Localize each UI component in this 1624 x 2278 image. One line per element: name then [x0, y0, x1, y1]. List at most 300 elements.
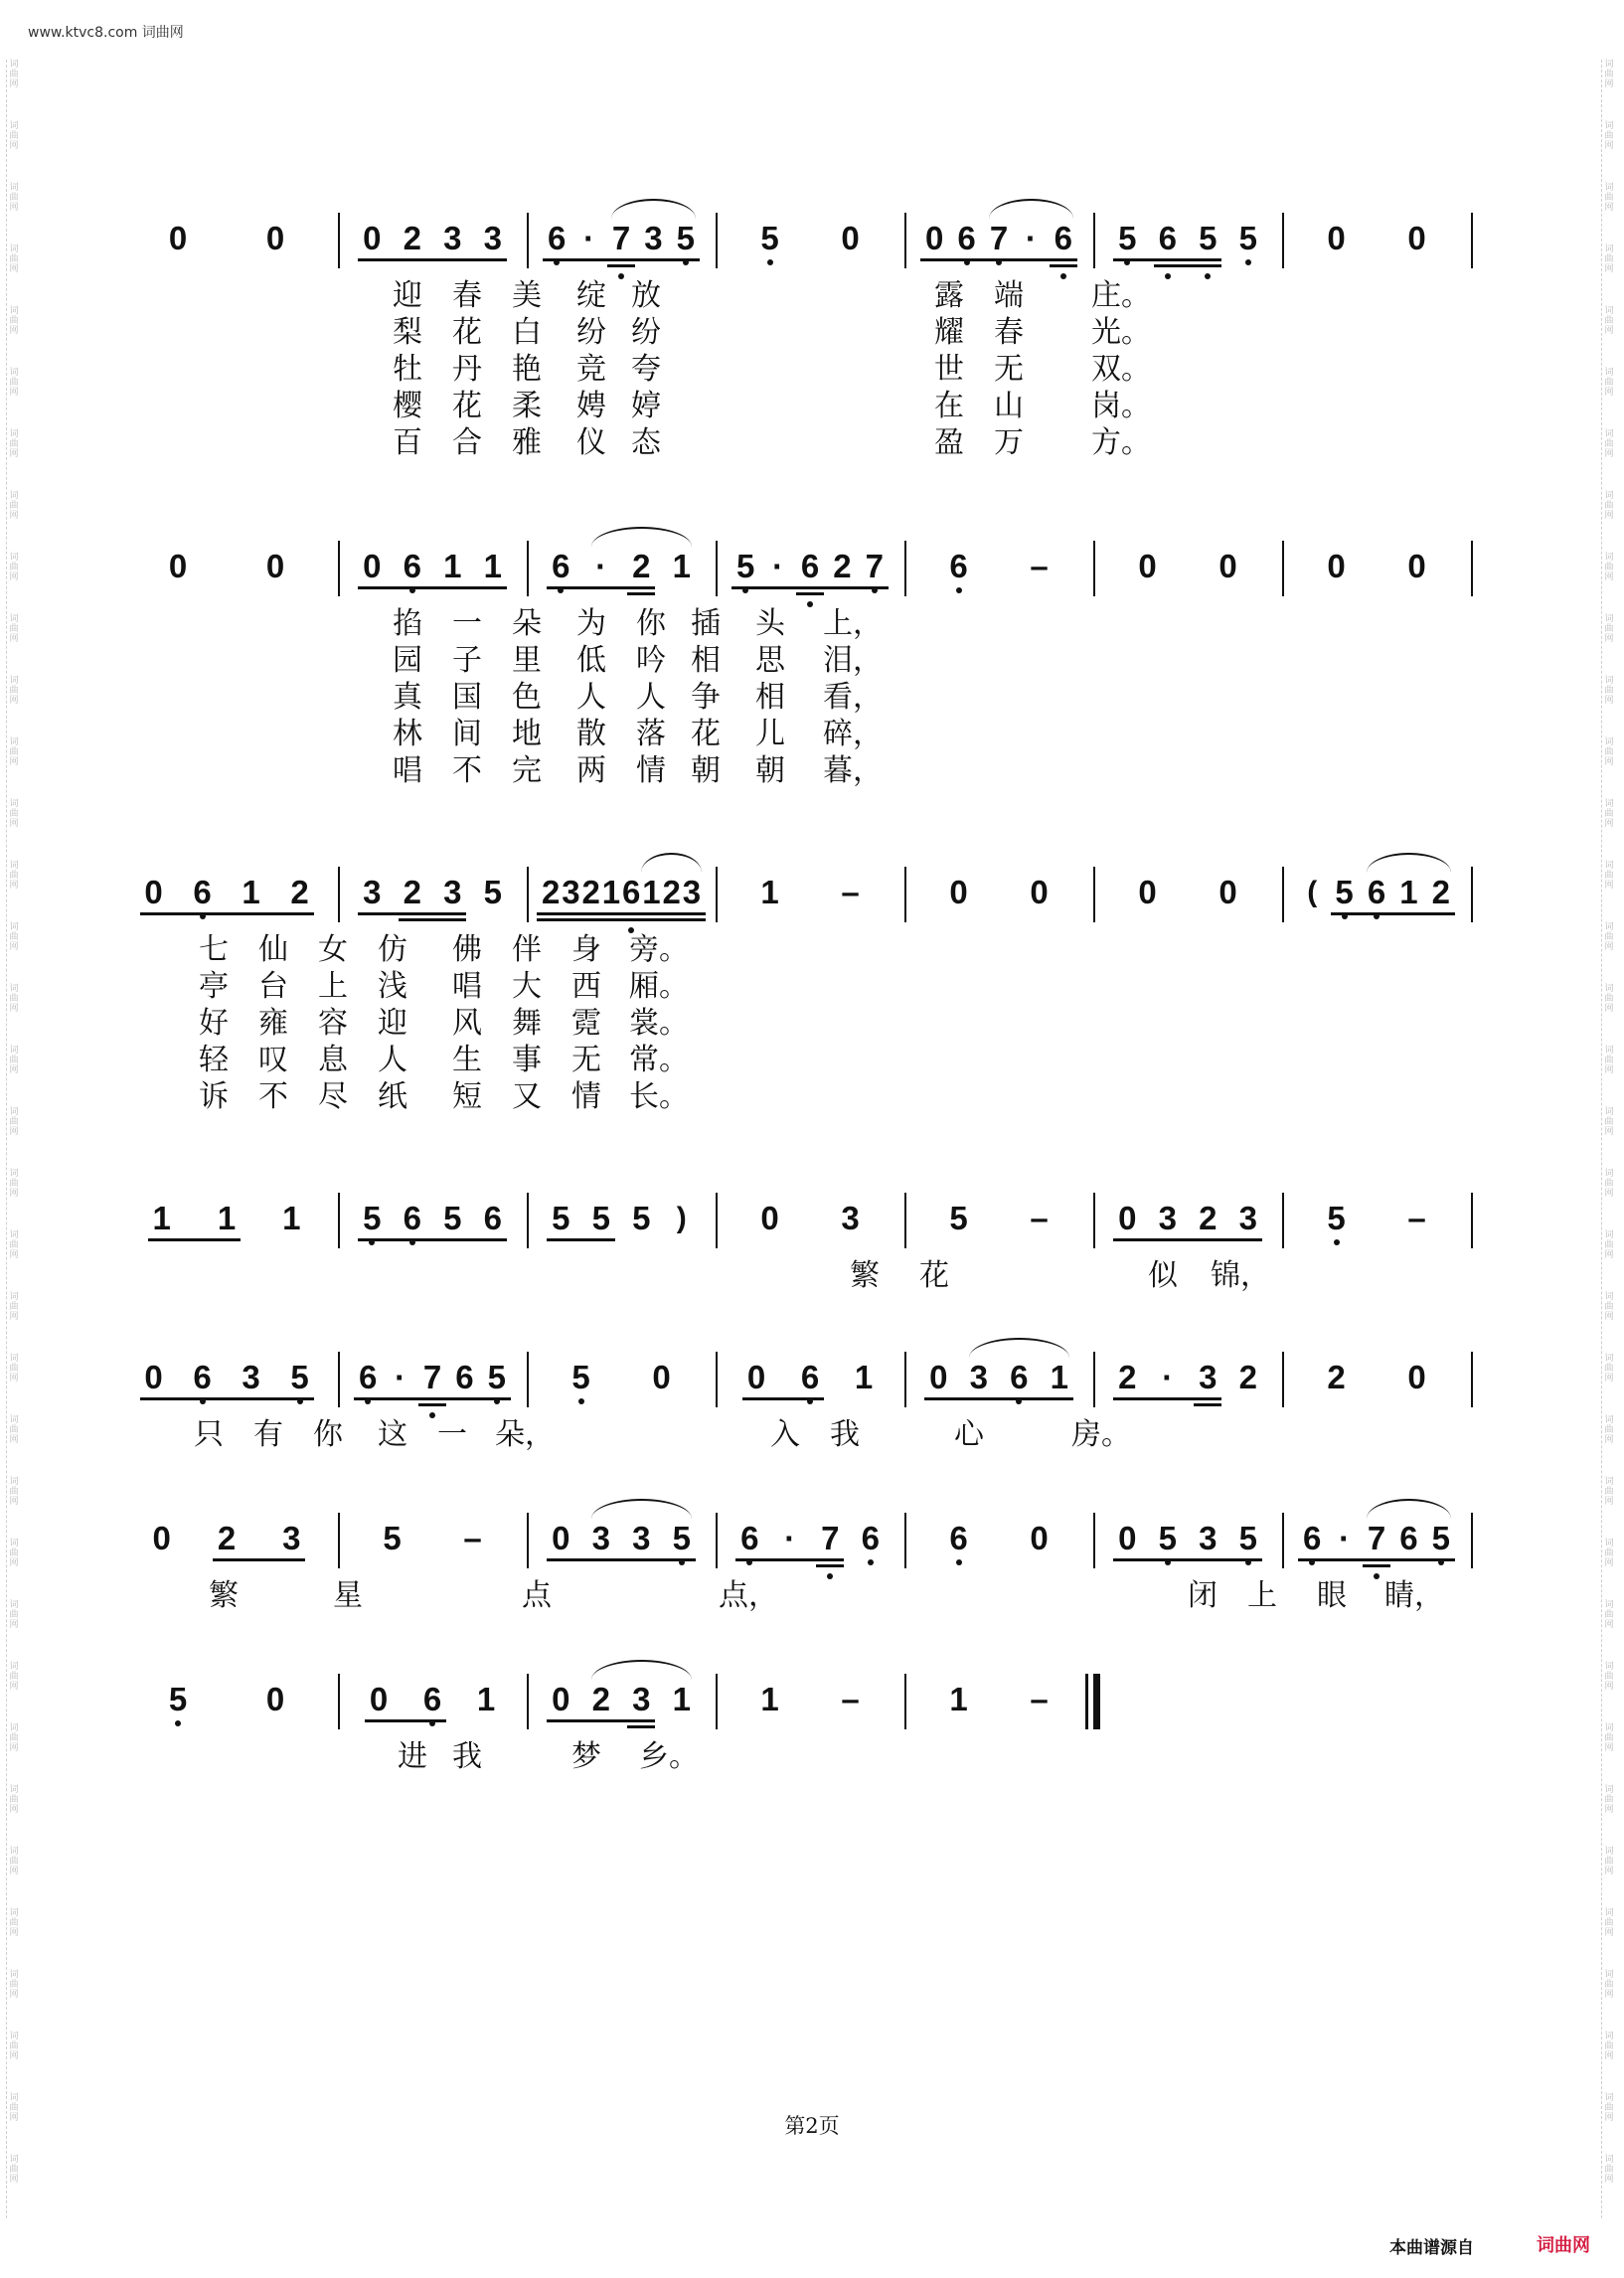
note: 6 [737, 1521, 761, 1556]
side-watermark: 词曲网 [1604, 553, 1614, 582]
lyric-char: 你 [313, 1417, 343, 1452]
side-watermark: 词曲网 [1604, 1600, 1614, 1630]
dash-note: – [1030, 1200, 1049, 1236]
lyric-char: 朵 [512, 606, 542, 641]
lyric-char: 眼 [1317, 1578, 1347, 1613]
lyric-char: 在 [934, 389, 964, 423]
barline [1093, 1513, 1095, 1568]
barline [1471, 1193, 1473, 1248]
lyric-char: 色 [512, 680, 542, 715]
note: 0 [1407, 220, 1426, 256]
lyric-char: 樱 [393, 389, 422, 423]
note: 1 [642, 874, 661, 910]
side-watermark: 词曲网 [9, 1970, 19, 2000]
underline [920, 258, 1077, 261]
note: 5 [166, 1682, 190, 1717]
note: 6 [483, 1200, 502, 1236]
lyric-char: 梨 [393, 315, 422, 350]
barline [1471, 541, 1473, 596]
slur [1367, 1499, 1451, 1519]
lyric-line [149, 1079, 1481, 1116]
measure [149, 527, 150, 606]
lyric-char: 伴 [512, 932, 542, 967]
barline [338, 1674, 340, 1729]
lyric-char: 朝 [691, 753, 721, 788]
lyric-char: 艳 [512, 352, 542, 387]
note: 7 [609, 221, 633, 256]
lyric-char: 佛 [452, 932, 482, 967]
side-watermark: 词曲网 [9, 1908, 19, 1938]
dash-note: – [1030, 1681, 1049, 1717]
lyric-char: 夸 [631, 352, 661, 387]
underline [735, 1558, 844, 1561]
note: · [1025, 220, 1037, 256]
underline [731, 586, 889, 589]
lyric-char: 迎 [393, 278, 422, 313]
lyric-char: 亭 [199, 969, 229, 1004]
note: 5 [1196, 221, 1219, 256]
barline [338, 541, 340, 596]
note: 0 [144, 874, 163, 910]
side-watermark: 词曲网 [9, 799, 19, 829]
barline [527, 213, 529, 268]
lyric-char: 花 [452, 315, 482, 350]
side-watermark: 词曲网 [9, 676, 19, 706]
lyric-char: 牡 [393, 352, 422, 387]
side-watermark: 词曲网 [9, 2032, 19, 2061]
note: 6 [191, 875, 215, 910]
side-watermark: 词曲网 [1604, 1292, 1614, 1322]
note: · [583, 220, 595, 256]
lyric-char: 花 [919, 1258, 949, 1293]
octave-dot [868, 1559, 874, 1565]
lyric-char: 低 [576, 643, 606, 678]
note: 6 [955, 221, 979, 256]
lyric-char: 春 [452, 278, 482, 313]
lyric-char: 乡。 [639, 1739, 699, 1774]
note: 6 [401, 549, 424, 584]
note: 0 [152, 1520, 171, 1556]
double-underline [1050, 264, 1077, 267]
lyric-char: 朝 [755, 753, 785, 788]
note: 1 [854, 1359, 874, 1395]
note: 5 [1333, 875, 1357, 910]
barline [1282, 867, 1284, 922]
side-watermark: 词曲网 [9, 922, 19, 952]
side-watermark: 词曲网 [1604, 1230, 1614, 1260]
lyric-line [149, 389, 1481, 425]
lyric-char: 暮， [823, 753, 883, 788]
lyric-char: 七 [199, 932, 229, 967]
barline [716, 867, 718, 922]
side-watermark: 词曲网 [1604, 1908, 1614, 1938]
lyric-char: 头 [755, 606, 785, 641]
footer-source-note: 本曲谱源自 [1389, 2238, 1474, 2258]
lyric-char: 纷 [576, 315, 606, 350]
side-watermark: 词曲网 [1604, 429, 1614, 459]
note: 0 [841, 220, 860, 256]
barline [527, 867, 529, 922]
octave-dot [1245, 259, 1251, 265]
side-watermark: 词曲网 [1604, 491, 1614, 521]
barline [527, 541, 529, 596]
note: 3 [562, 874, 580, 910]
lyric-line [149, 643, 1481, 680]
note: 1 [672, 548, 691, 584]
lyric-char: 我 [830, 1417, 860, 1452]
side-watermark: 词曲网 [1604, 60, 1614, 89]
lyric-char: 掐 [393, 606, 422, 641]
side-watermark: 词曲网 [9, 1046, 19, 1075]
underline [547, 1719, 655, 1722]
note: 5 [1325, 1201, 1349, 1236]
lyric-char: 厢。 [629, 969, 689, 1004]
note: 2 [591, 1681, 610, 1717]
underline [213, 1558, 305, 1561]
notation-line [149, 1660, 1481, 1739]
lyric-line [149, 1417, 1481, 1454]
lyric-char: 仪 [576, 425, 606, 460]
barline [527, 1674, 529, 1729]
side-watermark: 词曲网 [9, 244, 19, 274]
side-watermark: 词曲网 [9, 1723, 19, 1753]
double-underline [627, 592, 655, 595]
note: 6 [549, 549, 572, 584]
notation-line [149, 1179, 1481, 1258]
side-watermark: 词曲网 [1604, 1477, 1614, 1507]
lyric-char: 花 [691, 717, 721, 751]
note: 5 [758, 221, 782, 256]
note: 3 [591, 1520, 610, 1556]
left-watermark-strip [6, 60, 23, 2218]
barline [1282, 1352, 1284, 1407]
barline [1471, 1513, 1473, 1568]
side-watermark: 词曲网 [1604, 737, 1614, 767]
site-header: www.ktvc8.com 词曲网 [28, 25, 184, 41]
note: 3 [1199, 1359, 1218, 1395]
note: 2 [403, 874, 421, 910]
right-watermark-strip [1601, 60, 1618, 2218]
lyric-char: 柔 [512, 389, 542, 423]
side-watermark: 词曲网 [1604, 1662, 1614, 1692]
note: 6 [1399, 1520, 1418, 1556]
note: 3 [644, 220, 663, 256]
barline [1471, 867, 1473, 922]
lyric-char: 态 [631, 425, 661, 460]
side-watermark: 词曲网 [9, 306, 19, 336]
lyric-char: 女 [318, 932, 348, 967]
note: 0 [1327, 548, 1346, 584]
side-watermark: 词曲网 [9, 121, 19, 151]
lyric-char: 里 [512, 643, 542, 678]
note: · [595, 548, 607, 584]
lyric-char: 身 [571, 932, 601, 967]
lyric-char: 百 [393, 425, 422, 460]
lyric-char: 繁 [850, 1258, 880, 1293]
note: 7 [863, 549, 887, 584]
underline [543, 258, 700, 261]
side-watermark: 词曲网 [9, 553, 19, 582]
underline [1113, 1238, 1262, 1241]
lyric-line [149, 753, 1481, 790]
barline [1093, 1193, 1095, 1248]
note: 2 [1199, 1200, 1218, 1236]
side-watermark: 词曲网 [1604, 1415, 1614, 1445]
barline [716, 1674, 718, 1729]
note: 2 [1431, 874, 1450, 910]
side-watermark: 词曲网 [1604, 1847, 1614, 1876]
note: 3 [363, 874, 382, 910]
lyric-line [149, 606, 1481, 643]
lyric-char: 争 [691, 680, 721, 715]
measure [149, 199, 150, 278]
note: 2 [581, 874, 600, 910]
slur [1367, 853, 1451, 873]
underline [140, 912, 314, 915]
note: · [772, 548, 784, 584]
note: 5 [632, 1200, 651, 1236]
lyric-char: 婷 [631, 389, 661, 423]
note: 1 [282, 1200, 301, 1236]
underline [1113, 258, 1221, 261]
side-watermark: 词曲网 [9, 1600, 19, 1630]
note: 0 [1407, 548, 1426, 584]
lyric-char: 无 [994, 352, 1024, 387]
underline [140, 1397, 314, 1400]
lyric-char: 雍 [258, 1006, 288, 1041]
note: 6 [420, 1682, 444, 1717]
lyric-char: 盈 [934, 425, 964, 460]
double-underline [418, 1403, 446, 1406]
side-watermark: 词曲网 [1604, 2032, 1614, 2061]
side-watermark: 词曲网 [1604, 368, 1614, 398]
lyric-char: 繁 [209, 1578, 239, 1613]
note: 3 [1199, 1520, 1218, 1556]
octave-dot [578, 1398, 584, 1404]
note: 7 [1365, 1521, 1388, 1556]
lyric-char: 碎， [823, 717, 883, 751]
note: 5 [288, 1360, 312, 1395]
slur [641, 853, 702, 873]
lyric-char: 世 [934, 352, 964, 387]
measure [149, 1499, 150, 1578]
lyric-char: 这 [378, 1417, 407, 1452]
barline [1282, 213, 1284, 268]
note: 5 [552, 1200, 570, 1236]
note: 0 [168, 548, 188, 584]
double-underline [537, 918, 706, 921]
note: 5 [383, 1520, 402, 1556]
side-watermark: 词曲网 [1604, 1046, 1614, 1075]
note: 0 [1327, 220, 1346, 256]
note: 5 [733, 549, 757, 584]
lyric-char: 两 [576, 753, 606, 788]
side-watermark: 词曲网 [9, 984, 19, 1014]
note: 7 [420, 1360, 444, 1395]
note: 6 [1007, 1360, 1031, 1395]
lyric-char: 思 [755, 643, 785, 678]
note: 1 [443, 548, 462, 584]
note: 3 [632, 1520, 651, 1556]
lyric-char: 放 [631, 278, 661, 313]
lyric-char: 合 [452, 425, 482, 460]
note: 6 [1156, 221, 1180, 256]
note: 6 [1365, 875, 1388, 910]
barline [338, 1352, 340, 1407]
note: 1 [217, 1200, 237, 1236]
octave-dot [956, 1559, 962, 1565]
lyric-char: 一 [437, 1417, 467, 1452]
lyric-char: 息 [318, 1043, 348, 1077]
note: 0 [363, 220, 382, 256]
lyric-char: 只 [194, 1417, 224, 1452]
note: 1 [483, 548, 502, 584]
dash-note: – [841, 1681, 860, 1717]
side-watermark: 词曲网 [9, 1847, 19, 1876]
lyric-char: 园 [393, 643, 422, 678]
side-watermark: 词曲网 [9, 1230, 19, 1260]
note: 0 [1138, 874, 1157, 910]
lyric-char: 子 [452, 643, 482, 678]
side-watermark: 词曲网 [9, 1662, 19, 1692]
underline [358, 1238, 507, 1241]
side-watermark: 词曲网 [1604, 1785, 1614, 1815]
measure [149, 1660, 150, 1739]
notation-line [149, 1499, 1481, 1578]
note: 3 [1238, 1200, 1257, 1236]
lyric-line [149, 1258, 1481, 1295]
lyric-char: 朵， [495, 1417, 555, 1452]
lyric-char: 林 [393, 717, 422, 751]
lyric-line [149, 352, 1481, 389]
underline [547, 1238, 615, 1241]
note: 2 [403, 220, 421, 256]
lyric-char: 入 [770, 1417, 800, 1452]
note: 2 [1118, 1359, 1137, 1395]
side-watermark: 词曲网 [9, 2155, 19, 2185]
octave-dot [767, 259, 773, 265]
lyric-char: 大 [512, 969, 542, 1004]
note: 1 [242, 874, 260, 910]
underline [358, 586, 507, 589]
lyric-line [149, 932, 1481, 969]
double-underline [1154, 264, 1222, 267]
note: 2 [662, 874, 681, 910]
lyric-char: 诉 [199, 1079, 229, 1114]
side-watermark: 词曲网 [9, 60, 19, 89]
lyric-char: 点 [522, 1578, 552, 1613]
music-system [149, 527, 1481, 790]
lyric-char: 纸 [378, 1079, 407, 1114]
lyric-char: 轻 [199, 1043, 229, 1077]
double-underline [607, 264, 635, 267]
lyric-char: 吟 [636, 643, 666, 678]
lyric-char: 插 [691, 606, 721, 641]
lyric-line [149, 1006, 1481, 1043]
note: 5 [1115, 221, 1139, 256]
lyric-char: 短 [452, 1079, 482, 1114]
note: 3 [969, 1359, 988, 1395]
lyric-char: 人 [378, 1043, 407, 1077]
octave-dot [1334, 1239, 1340, 1245]
note: 3 [1158, 1200, 1177, 1236]
note: 3 [282, 1520, 301, 1556]
double-underline [816, 1564, 844, 1567]
note: 2 [632, 548, 651, 584]
lyric-char: 仿 [378, 932, 407, 967]
lyric-char: 不 [452, 753, 482, 788]
side-watermark: 词曲网 [1604, 861, 1614, 891]
side-watermark: 词曲网 [1604, 984, 1614, 1014]
slur [969, 1338, 1069, 1358]
barline [904, 1352, 906, 1407]
note: 0 [265, 548, 285, 584]
note: 0 [1030, 1520, 1049, 1556]
slur [591, 527, 692, 547]
lyric-char: 常。 [629, 1043, 689, 1077]
lyric-char: 为 [576, 606, 606, 641]
lyric-char: 仙 [258, 932, 288, 967]
note: 1 [152, 1200, 171, 1236]
note: 5 [1156, 1521, 1180, 1556]
note: 1 [1050, 1359, 1068, 1395]
lyric-char: 迎 [378, 1006, 407, 1041]
note: 2 [1238, 1359, 1257, 1395]
page-number: 第2页 [784, 2114, 840, 2138]
note: 2 [290, 874, 309, 910]
note: 3 [632, 1681, 651, 1717]
underline [148, 1238, 241, 1241]
underline [358, 258, 507, 261]
barline [1471, 1352, 1473, 1407]
underline [537, 912, 706, 915]
lyric-char: 花 [452, 389, 482, 423]
barline [527, 1193, 529, 1248]
lyric-char: 相 [755, 680, 785, 715]
note: 3 [483, 220, 502, 256]
side-watermark: 词曲网 [9, 861, 19, 891]
lyric-char: 台 [258, 969, 288, 1004]
lyric-char: 美 [512, 278, 542, 313]
underline [547, 586, 655, 589]
barline [1093, 541, 1095, 596]
lyric-line [149, 717, 1481, 753]
lyric-char: 锦， [1211, 1258, 1270, 1293]
barline [716, 541, 718, 596]
note: 6 [947, 1521, 971, 1556]
note: 7 [987, 221, 1011, 256]
barline [904, 867, 906, 922]
side-watermark: 词曲网 [9, 1477, 19, 1507]
note: 0 [363, 548, 382, 584]
note: · [784, 1520, 796, 1556]
note: · [395, 1359, 406, 1395]
note: 0 [925, 220, 944, 256]
notation-line [144, 1338, 1481, 1417]
underline [1113, 1558, 1262, 1561]
note: 1 [672, 1681, 691, 1717]
side-watermark: 词曲网 [1604, 1970, 1614, 2000]
lyric-line [149, 278, 1481, 315]
barline [716, 213, 718, 268]
note: 0 [265, 220, 285, 256]
dash-note: – [463, 1520, 482, 1556]
bracket: ( [1307, 876, 1318, 908]
note: 3 [682, 874, 702, 910]
side-watermark: 词曲网 [9, 429, 19, 459]
double-underline [796, 592, 824, 595]
side-watermark: 词曲网 [1604, 922, 1614, 952]
